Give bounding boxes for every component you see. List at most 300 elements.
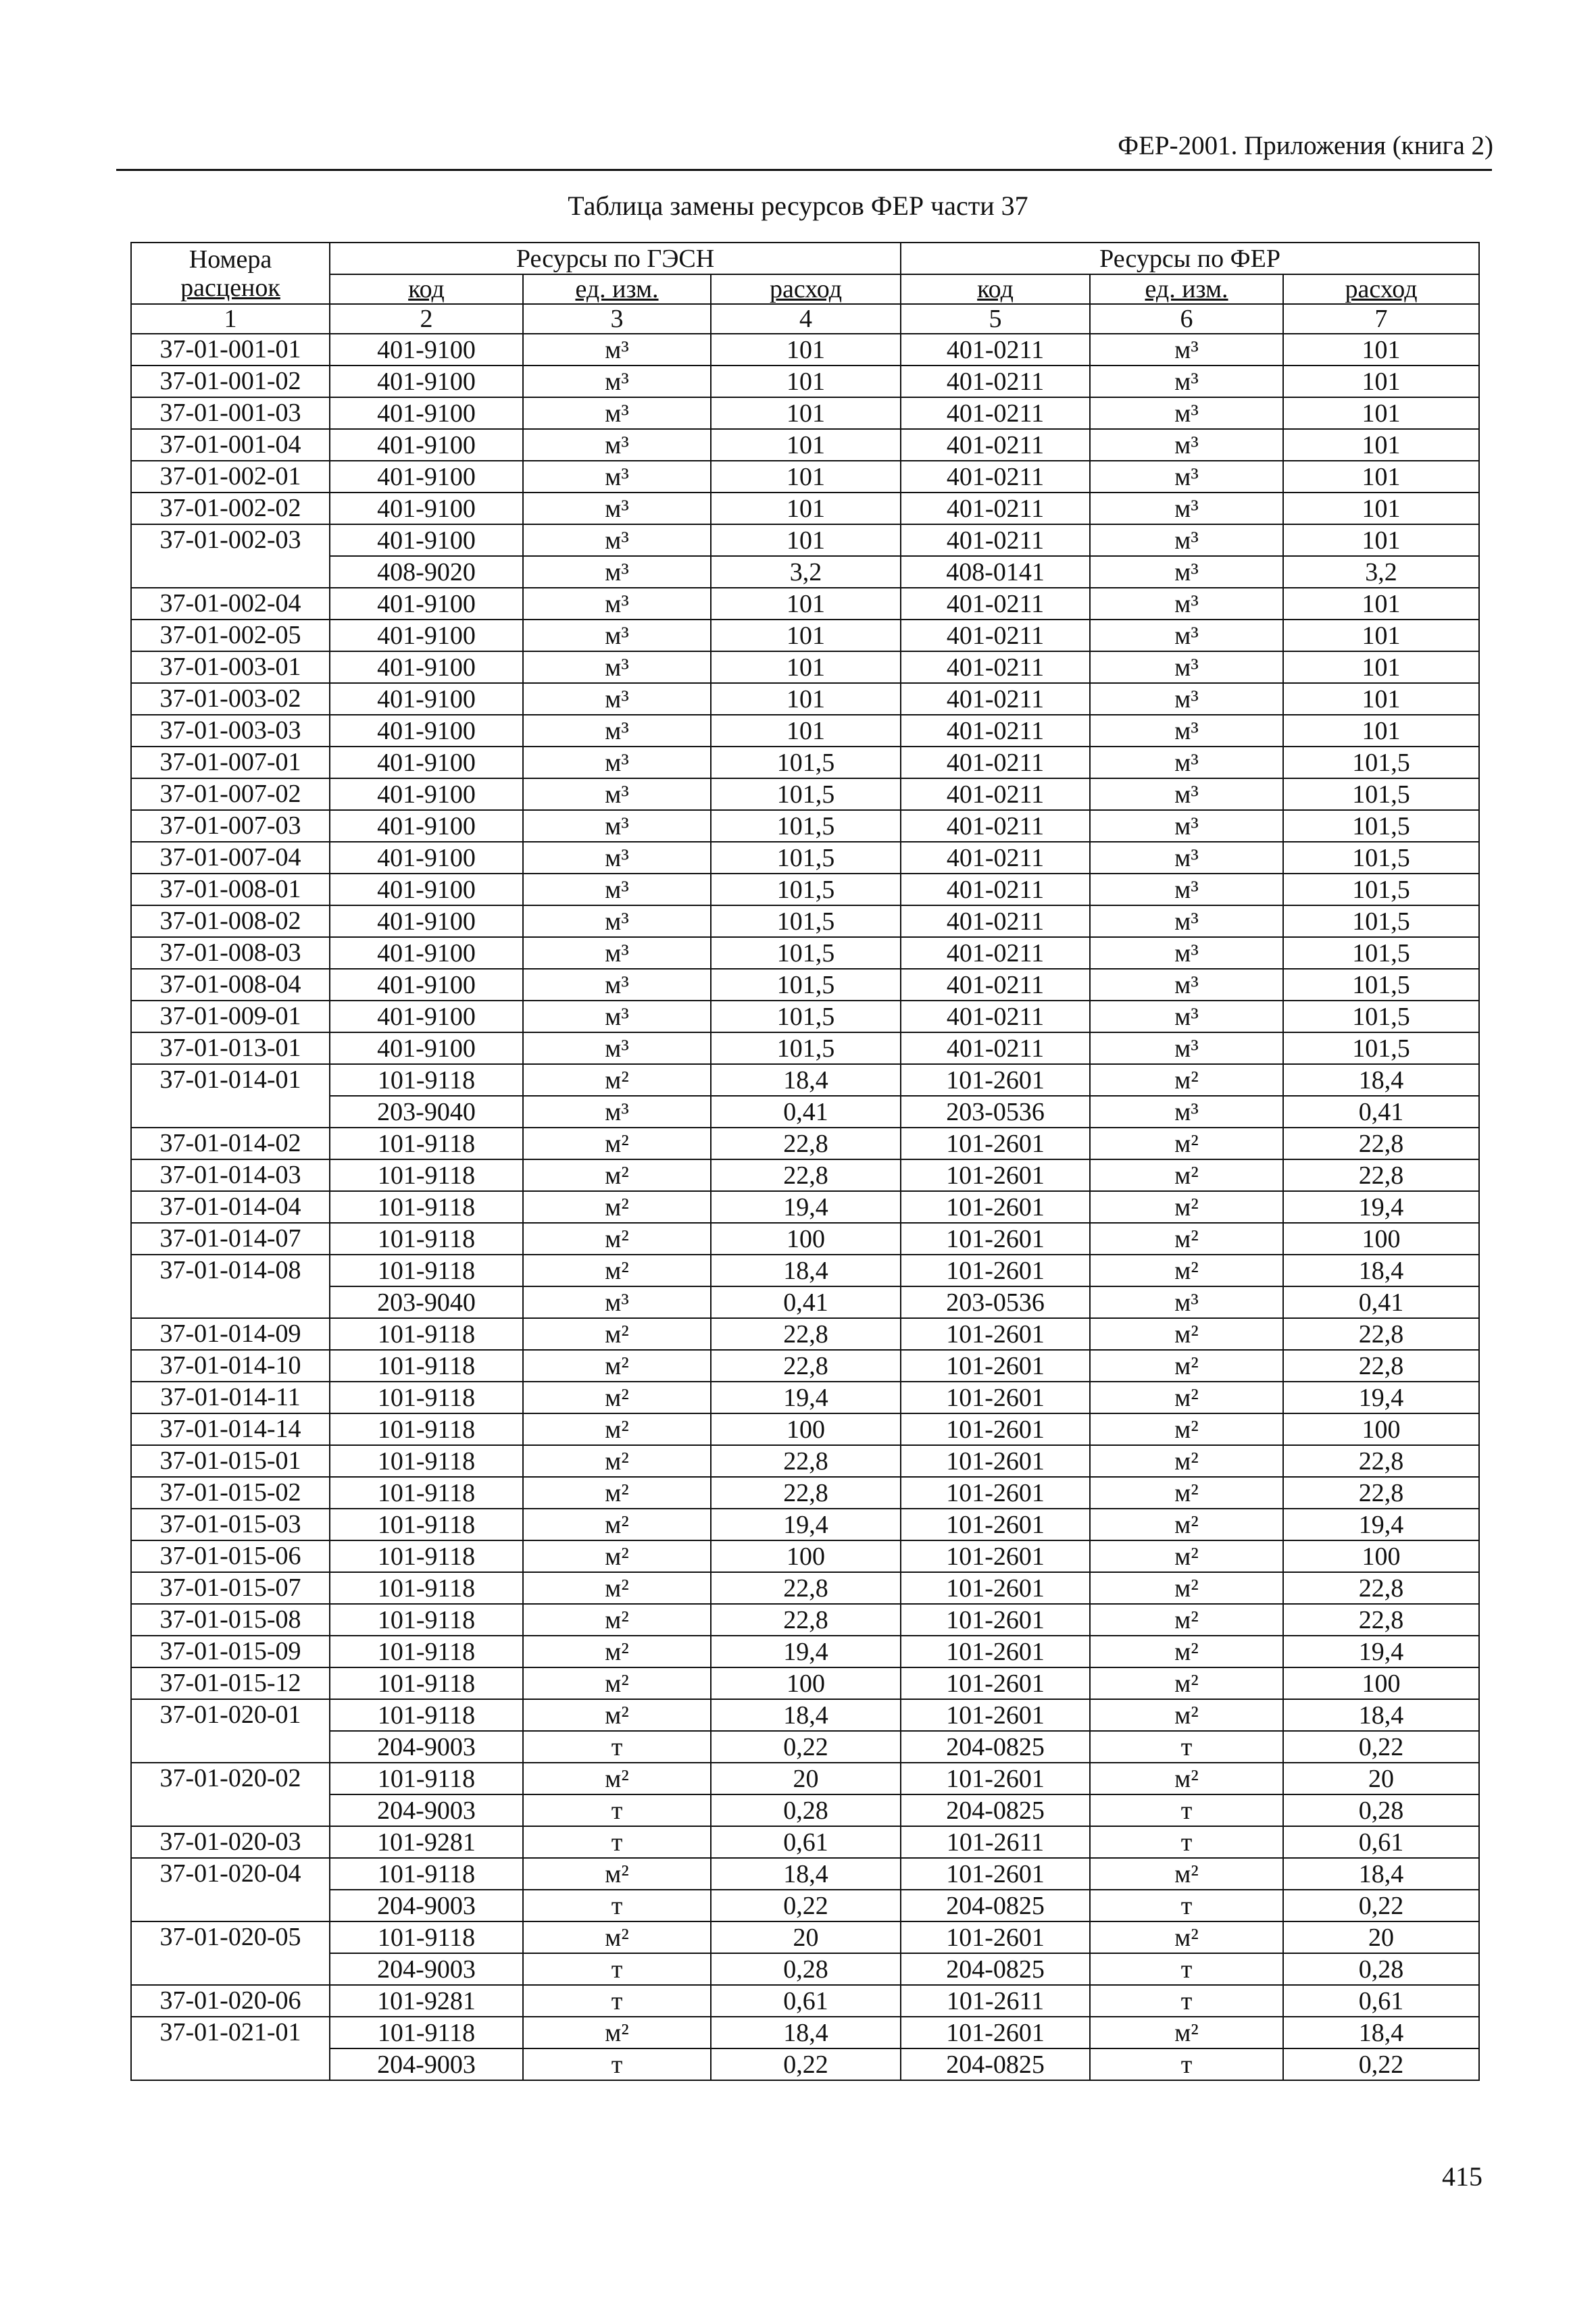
- gesn-code-cell: 101-9118: [330, 1921, 523, 1953]
- table-row: [131, 1128, 1479, 1159]
- fer-consumption-cell: 101: [1283, 683, 1479, 715]
- fer-unit-cell: т: [1090, 1794, 1283, 1826]
- gesn-unit-cell: м²: [523, 1445, 711, 1477]
- fer-consumption-cell: 101,5: [1283, 842, 1479, 874]
- gesn-unit-cell: м²: [523, 1350, 711, 1382]
- table-row: [131, 1540, 1479, 1572]
- table-row: [131, 1350, 1479, 1382]
- fer-unit-cell: т: [1090, 1731, 1283, 1763]
- fer-code-cell: 401-0211: [901, 842, 1090, 874]
- gesn-code-cell: 401-9100: [330, 747, 523, 778]
- fer-consumption-cell: 0,22: [1283, 1731, 1479, 1763]
- fer-unit-cell: м³: [1090, 715, 1283, 747]
- gesn-unit-cell: м²: [523, 1128, 711, 1159]
- fer-unit-cell: м²: [1090, 2017, 1283, 2048]
- fer-unit-cell: м³: [1090, 1096, 1283, 1128]
- gesn-unit-cell: м³: [523, 747, 711, 778]
- gesn-code-cell: 401-9100: [330, 397, 523, 429]
- table-row: [131, 778, 1479, 810]
- rate-number-cell: 37-01-014-01: [131, 1064, 330, 1128]
- gesn-code-cell: 203-9040: [330, 1096, 523, 1128]
- gesn-consumption-cell: 22,8: [711, 1604, 901, 1636]
- table-row: [131, 1255, 1479, 1286]
- fer-consumption-cell: 101: [1283, 524, 1479, 556]
- gesn-consumption-cell: 19,4: [711, 1191, 901, 1223]
- rate-number-cell: 37-01-007-03: [131, 810, 330, 842]
- gesn-unit-cell: м³: [523, 810, 711, 842]
- fer-code-cell: 101-2601: [901, 1604, 1090, 1636]
- fer-consumption-cell: 100: [1283, 1223, 1479, 1255]
- gesn-code-cell: 401-9100: [330, 969, 523, 1001]
- table-row: [131, 1572, 1479, 1604]
- gesn-consumption-cell: 22,8: [711, 1159, 901, 1191]
- table-row: [131, 366, 1479, 397]
- fer-code-cell: 101-2601: [901, 1191, 1090, 1223]
- fer-code-cell: 101-2601: [901, 1159, 1090, 1191]
- fer-unit-cell: м³: [1090, 461, 1283, 493]
- rate-number-cell: 37-01-001-04: [131, 429, 330, 461]
- gesn-code-cell: 101-9118: [330, 1445, 523, 1477]
- table-row: [131, 842, 1479, 874]
- gesn-unit-cell: м²: [523, 1921, 711, 1953]
- table-row: [131, 1382, 1479, 1413]
- rate-number-cell: 37-01-001-01: [131, 334, 330, 366]
- fer-unit-cell: м²: [1090, 1540, 1283, 1572]
- fer-unit-cell: м²: [1090, 1064, 1283, 1096]
- fer-consumption-cell: 101,5: [1283, 969, 1479, 1001]
- gesn-consumption-cell: 22,8: [711, 1572, 901, 1604]
- fer-unit-cell: м³: [1090, 397, 1283, 429]
- column-number: 6: [1090, 304, 1283, 334]
- column-number: 4: [711, 304, 901, 334]
- gesn-unit-cell: м³: [523, 715, 711, 747]
- fer-unit-cell: м³: [1090, 874, 1283, 905]
- rate-number-cell: 37-01-001-02: [131, 366, 330, 397]
- table-row: [131, 1794, 1479, 1826]
- gesn-unit-cell: т: [523, 1826, 711, 1858]
- gesn-consumption-cell: 18,4: [711, 1858, 901, 1890]
- fer-consumption-cell: 0,41: [1283, 1286, 1479, 1318]
- rate-number-cell: 37-01-002-04: [131, 588, 330, 620]
- fer-consumption-cell: 22,8: [1283, 1350, 1479, 1382]
- gesn-code-cell: 101-9118: [330, 1667, 523, 1699]
- gesn-code-cell: 401-9100: [330, 810, 523, 842]
- table-row: [131, 1318, 1479, 1350]
- gesn-consumption-cell: 0,22: [711, 1731, 901, 1763]
- rate-number-cell: 37-01-015-09: [131, 1636, 330, 1667]
- gesn-code-cell: 101-9118: [330, 1350, 523, 1382]
- gesn-unit-cell: т: [523, 1890, 711, 1921]
- gesn-unit-cell: т: [523, 2048, 711, 2080]
- fer-code-cell: 101-2601: [901, 1699, 1090, 1731]
- table-row: [131, 683, 1479, 715]
- gesn-consumption-cell: 0,61: [711, 1826, 901, 1858]
- gesn-unit-cell: м²: [523, 1382, 711, 1413]
- table-row: [131, 493, 1479, 524]
- gesn-unit-cell: м³: [523, 969, 711, 1001]
- gesn-code-cell: 401-9100: [330, 366, 523, 397]
- fer-unit-cell: м²: [1090, 1413, 1283, 1445]
- fer-unit-cell: м³: [1090, 556, 1283, 588]
- gesn-consumption-cell: 101: [711, 683, 901, 715]
- fer-code-cell: 101-2601: [901, 1572, 1090, 1604]
- rate-number-cell: 37-01-002-05: [131, 620, 330, 651]
- fer-unit-cell: м³: [1090, 778, 1283, 810]
- table-row: [131, 1064, 1479, 1096]
- fer-unit-cell: м²: [1090, 1191, 1283, 1223]
- gesn-consumption-cell: 101,5: [711, 1032, 901, 1064]
- header-row-column-numbers: [131, 304, 1479, 334]
- fer-unit-cell: м³: [1090, 747, 1283, 778]
- fer-code-cell: 101-2601: [901, 1413, 1090, 1445]
- resource-replacement-table: [130, 242, 1480, 2081]
- gesn-unit-cell: м²: [523, 1540, 711, 1572]
- fer-unit-cell: м³: [1090, 1286, 1283, 1318]
- header-gesn-code: код: [330, 274, 523, 304]
- table-row: [131, 1509, 1479, 1540]
- gesn-unit-cell: м²: [523, 1604, 711, 1636]
- gesn-consumption-cell: 22,8: [711, 1477, 901, 1509]
- header-fer-code: код: [901, 274, 1090, 304]
- fer-unit-cell: м³: [1090, 651, 1283, 683]
- fer-code-cell: 101-2601: [901, 1667, 1090, 1699]
- gesn-unit-cell: м³: [523, 461, 711, 493]
- gesn-consumption-cell: 101,5: [711, 969, 901, 1001]
- rate-number-cell: 37-01-014-10: [131, 1350, 330, 1382]
- fer-unit-cell: м³: [1090, 810, 1283, 842]
- gesn-consumption-cell: 0,28: [711, 1794, 901, 1826]
- fer-consumption-cell: 0,22: [1283, 2048, 1479, 2080]
- gesn-code-cell: 101-9118: [330, 1064, 523, 1096]
- header-gesn-consumption: расход: [711, 274, 901, 304]
- rate-number-cell: 37-01-008-01: [131, 874, 330, 905]
- fer-code-cell: 401-0211: [901, 524, 1090, 556]
- gesn-code-cell: 101-9118: [330, 2017, 523, 2048]
- gesn-code-cell: 101-9118: [330, 1159, 523, 1191]
- fer-consumption-cell: 0,28: [1283, 1794, 1479, 1826]
- header-fer-group: Ресурсы по ФЕР: [901, 243, 1479, 274]
- gesn-unit-cell: м²: [523, 1413, 711, 1445]
- table-row: [131, 651, 1479, 683]
- rate-number-cell: 37-01-015-02: [131, 1477, 330, 1509]
- table-row: [131, 1985, 1479, 2017]
- gesn-consumption-cell: 22,8: [711, 1445, 901, 1477]
- fer-consumption-cell: 101: [1283, 715, 1479, 747]
- fer-consumption-cell: 0,61: [1283, 1985, 1479, 2017]
- table-row: [131, 556, 1479, 588]
- gesn-unit-cell: м²: [523, 1318, 711, 1350]
- fer-code-cell: 204-0825: [901, 2048, 1090, 2080]
- fer-unit-cell: м³: [1090, 683, 1283, 715]
- fer-code-cell: 401-0211: [901, 588, 1090, 620]
- rate-number-cell: 37-01-015-07: [131, 1572, 330, 1604]
- table-row: [131, 1604, 1479, 1636]
- table-row: [131, 1921, 1479, 1953]
- table-row: [131, 969, 1479, 1001]
- rate-number-cell: 37-01-007-02: [131, 778, 330, 810]
- rate-number-cell: 37-01-020-05: [131, 1921, 330, 1985]
- gesn-consumption-cell: 19,4: [711, 1636, 901, 1667]
- fer-unit-cell: м²: [1090, 1667, 1283, 1699]
- rate-number-cell: 37-01-014-07: [131, 1223, 330, 1255]
- column-number: 2: [330, 304, 523, 334]
- gesn-code-cell: 401-9100: [330, 1032, 523, 1064]
- fer-unit-cell: т: [1090, 2048, 1283, 2080]
- table-row: [131, 2017, 1479, 2048]
- fer-consumption-cell: 0,22: [1283, 1890, 1479, 1921]
- rate-number-cell: 37-01-015-01: [131, 1445, 330, 1477]
- fer-code-cell: 401-0211: [901, 969, 1090, 1001]
- gesn-consumption-cell: 101: [711, 493, 901, 524]
- header-row-fields: [131, 274, 1479, 304]
- fer-unit-cell: м³: [1090, 366, 1283, 397]
- gesn-code-cell: 401-9100: [330, 683, 523, 715]
- rate-number-cell: 37-01-021-01: [131, 2017, 330, 2080]
- fer-code-cell: 401-0211: [901, 461, 1090, 493]
- table-row: [131, 429, 1479, 461]
- table-row: [131, 524, 1479, 556]
- fer-consumption-cell: 100: [1283, 1540, 1479, 1572]
- gesn-code-cell: 101-9281: [330, 1985, 523, 2017]
- gesn-consumption-cell: 0,22: [711, 1890, 901, 1921]
- fer-consumption-cell: 18,4: [1283, 1064, 1479, 1096]
- rate-number-cell: 37-01-003-02: [131, 683, 330, 715]
- gesn-code-cell: 204-9003: [330, 1890, 523, 1921]
- fer-code-cell: 401-0211: [901, 1001, 1090, 1032]
- gesn-consumption-cell: 101: [711, 334, 901, 366]
- gesn-unit-cell: м²: [523, 2017, 711, 2048]
- fer-consumption-cell: 22,8: [1283, 1159, 1479, 1191]
- fer-unit-cell: м²: [1090, 1572, 1283, 1604]
- fer-code-cell: 408-0141: [901, 556, 1090, 588]
- gesn-consumption-cell: 18,4: [711, 1064, 901, 1096]
- rate-number-cell: 37-01-002-03: [131, 524, 330, 588]
- gesn-code-cell: 101-9118: [330, 1223, 523, 1255]
- gesn-code-cell: 101-9118: [330, 1636, 523, 1667]
- table-row: [131, 1445, 1479, 1477]
- fer-consumption-cell: 22,8: [1283, 1445, 1479, 1477]
- gesn-unit-cell: м³: [523, 1032, 711, 1064]
- gesn-code-cell: 408-9020: [330, 556, 523, 588]
- table-body: [131, 334, 1479, 2080]
- fer-consumption-cell: 101,5: [1283, 874, 1479, 905]
- gesn-consumption-cell: 0,41: [711, 1286, 901, 1318]
- fer-unit-cell: м²: [1090, 1382, 1283, 1413]
- fer-unit-cell: м²: [1090, 1223, 1283, 1255]
- header-gesn-unit: ед. изм.: [523, 274, 711, 304]
- table-row: [131, 1953, 1479, 1985]
- gesn-unit-cell: м³: [523, 588, 711, 620]
- table-row: [131, 1223, 1479, 1255]
- header-rate-numbers-line2: расценок: [180, 273, 280, 302]
- table-row: [131, 810, 1479, 842]
- fer-code-cell: 401-0211: [901, 747, 1090, 778]
- gesn-consumption-cell: 0,41: [711, 1096, 901, 1128]
- gesn-unit-cell: м³: [523, 524, 711, 556]
- gesn-unit-cell: м²: [523, 1223, 711, 1255]
- gesn-consumption-cell: 22,8: [711, 1318, 901, 1350]
- gesn-consumption-cell: 101,5: [711, 747, 901, 778]
- gesn-code-cell: 101-9118: [330, 1858, 523, 1890]
- gesn-unit-cell: т: [523, 1794, 711, 1826]
- rate-number-cell: 37-01-008-02: [131, 905, 330, 937]
- gesn-consumption-cell: 18,4: [711, 1699, 901, 1731]
- rate-number-cell: 37-01-015-06: [131, 1540, 330, 1572]
- fer-unit-cell: м³: [1090, 905, 1283, 937]
- fer-consumption-cell: 101: [1283, 397, 1479, 429]
- gesn-consumption-cell: 19,4: [711, 1509, 901, 1540]
- gesn-code-cell: 401-9100: [330, 1001, 523, 1032]
- gesn-code-cell: 401-9100: [330, 334, 523, 366]
- gesn-consumption-cell: 101: [711, 461, 901, 493]
- fer-unit-cell: т: [1090, 1826, 1283, 1858]
- fer-code-cell: 204-0825: [901, 1794, 1090, 1826]
- fer-code-cell: 101-2601: [901, 1223, 1090, 1255]
- gesn-code-cell: 401-9100: [330, 429, 523, 461]
- gesn-unit-cell: м³: [523, 651, 711, 683]
- fer-code-cell: 401-0211: [901, 1032, 1090, 1064]
- fer-code-cell: 101-2601: [901, 1858, 1090, 1890]
- fer-consumption-cell: 18,4: [1283, 2017, 1479, 2048]
- fer-code-cell: 401-0211: [901, 937, 1090, 969]
- gesn-unit-cell: м²: [523, 1763, 711, 1794]
- table-row: [131, 334, 1479, 366]
- table-row: [131, 1159, 1479, 1191]
- gesn-consumption-cell: 101: [711, 397, 901, 429]
- fer-code-cell: 401-0211: [901, 397, 1090, 429]
- table-row: [131, 1763, 1479, 1794]
- gesn-consumption-cell: 0,28: [711, 1953, 901, 1985]
- gesn-code-cell: 204-9003: [330, 1731, 523, 1763]
- table-row: [131, 1001, 1479, 1032]
- rate-number-cell: 37-01-014-14: [131, 1413, 330, 1445]
- fer-unit-cell: м²: [1090, 1128, 1283, 1159]
- fer-consumption-cell: 101,5: [1283, 778, 1479, 810]
- gesn-code-cell: 401-9100: [330, 778, 523, 810]
- rate-number-cell: 37-01-002-02: [131, 493, 330, 524]
- rate-number-cell: 37-01-008-04: [131, 969, 330, 1001]
- gesn-consumption-cell: 101,5: [711, 1001, 901, 1032]
- table-row: [131, 1096, 1479, 1128]
- fer-unit-cell: м²: [1090, 1509, 1283, 1540]
- gesn-unit-cell: м³: [523, 366, 711, 397]
- fer-code-cell: 401-0211: [901, 493, 1090, 524]
- gesn-unit-cell: м²: [523, 1064, 711, 1096]
- fer-code-cell: 401-0211: [901, 334, 1090, 366]
- header-rate-numbers-line1: Номера: [189, 245, 272, 274]
- table-row: [131, 2048, 1479, 2080]
- rate-number-cell: 37-01-007-04: [131, 842, 330, 874]
- rate-number-cell: 37-01-008-03: [131, 937, 330, 969]
- fer-unit-cell: м²: [1090, 1858, 1283, 1890]
- fer-code-cell: 401-0211: [901, 715, 1090, 747]
- gesn-unit-cell: м³: [523, 874, 711, 905]
- fer-code-cell: 401-0211: [901, 651, 1090, 683]
- rate-number-cell: 37-01-002-01: [131, 461, 330, 493]
- fer-unit-cell: м²: [1090, 1445, 1283, 1477]
- fer-code-cell: 101-2611: [901, 1985, 1090, 2017]
- header-rule: [116, 169, 1492, 171]
- gesn-code-cell: 101-9118: [330, 1699, 523, 1731]
- gesn-code-cell: 401-9100: [330, 937, 523, 969]
- fer-code-cell: 401-0211: [901, 874, 1090, 905]
- rate-number-cell: 37-01-014-04: [131, 1191, 330, 1223]
- fer-consumption-cell: 18,4: [1283, 1699, 1479, 1731]
- fer-consumption-cell: 19,4: [1283, 1191, 1479, 1223]
- rate-number-cell: 37-01-014-11: [131, 1382, 330, 1413]
- header-fer-consumption: расход: [1283, 274, 1479, 304]
- gesn-consumption-cell: 101,5: [711, 937, 901, 969]
- gesn-unit-cell: м³: [523, 937, 711, 969]
- fer-consumption-cell: 0,61: [1283, 1826, 1479, 1858]
- gesn-consumption-cell: 101,5: [711, 810, 901, 842]
- gesn-code-cell: 101-9118: [330, 1540, 523, 1572]
- table-row: [131, 1477, 1479, 1509]
- fer-consumption-cell: 18,4: [1283, 1255, 1479, 1286]
- gesn-consumption-cell: 101,5: [711, 905, 901, 937]
- fer-consumption-cell: 101,5: [1283, 747, 1479, 778]
- header-fer-unit: ед. изм.: [1090, 274, 1283, 304]
- gesn-unit-cell: т: [523, 1731, 711, 1763]
- fer-consumption-cell: 101,5: [1283, 937, 1479, 969]
- header-gesn-group: Ресурсы по ГЭСН: [330, 243, 901, 274]
- fer-unit-cell: м²: [1090, 1255, 1283, 1286]
- gesn-code-cell: 204-9003: [330, 2048, 523, 2080]
- rate-number-cell: 37-01-015-03: [131, 1509, 330, 1540]
- gesn-unit-cell: м²: [523, 1509, 711, 1540]
- fer-code-cell: 401-0211: [901, 366, 1090, 397]
- fer-unit-cell: м²: [1090, 1921, 1283, 1953]
- table-row: [131, 1636, 1479, 1667]
- fer-consumption-cell: 101: [1283, 334, 1479, 366]
- fer-code-cell: 101-2601: [901, 1540, 1090, 1572]
- rate-number-cell: 37-01-020-06: [131, 1985, 330, 2017]
- running-head: ФЕР-2001. Приложения (книга 2): [1118, 131, 1493, 160]
- gesn-code-cell: 401-9100: [330, 620, 523, 651]
- column-number: 5: [901, 304, 1090, 334]
- gesn-unit-cell: м²: [523, 1255, 711, 1286]
- fer-code-cell: 101-2601: [901, 1509, 1090, 1540]
- gesn-consumption-cell: 100: [711, 1223, 901, 1255]
- table-row: [131, 1191, 1479, 1223]
- gesn-unit-cell: м³: [523, 1001, 711, 1032]
- rate-number-cell: 37-01-001-03: [131, 397, 330, 429]
- table-row: [131, 1826, 1479, 1858]
- fer-unit-cell: т: [1090, 1953, 1283, 1985]
- fer-code-cell: 401-0211: [901, 683, 1090, 715]
- gesn-consumption-cell: 22,8: [711, 1350, 901, 1382]
- fer-unit-cell: м³: [1090, 969, 1283, 1001]
- gesn-code-cell: 401-9100: [330, 493, 523, 524]
- fer-consumption-cell: 101: [1283, 620, 1479, 651]
- fer-unit-cell: м²: [1090, 1477, 1283, 1509]
- rate-number-cell: 37-01-015-12: [131, 1667, 330, 1699]
- gesn-consumption-cell: 101: [711, 715, 901, 747]
- fer-code-cell: 204-0825: [901, 1731, 1090, 1763]
- gesn-code-cell: 101-9118: [330, 1413, 523, 1445]
- fer-code-cell: 401-0211: [901, 429, 1090, 461]
- fer-consumption-cell: 100: [1283, 1413, 1479, 1445]
- fer-unit-cell: м³: [1090, 334, 1283, 366]
- gesn-consumption-cell: 101,5: [711, 874, 901, 905]
- fer-consumption-cell: 101,5: [1283, 1032, 1479, 1064]
- fer-consumption-cell: 18,4: [1283, 1858, 1479, 1890]
- gesn-code-cell: 101-9118: [330, 1477, 523, 1509]
- fer-unit-cell: м²: [1090, 1763, 1283, 1794]
- table-row: [131, 747, 1479, 778]
- gesn-code-cell: 401-9100: [330, 588, 523, 620]
- rate-number-cell: 37-01-014-09: [131, 1318, 330, 1350]
